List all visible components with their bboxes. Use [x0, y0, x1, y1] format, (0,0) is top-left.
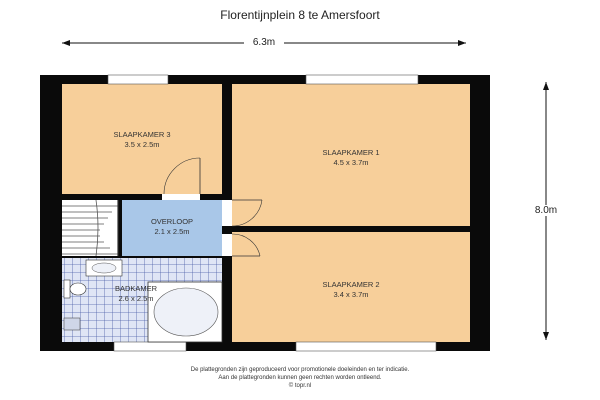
- room-name: SLAAPKAMER 2: [322, 280, 380, 289]
- room-name: OVERLOOP: [150, 217, 194, 226]
- staircase: [62, 200, 118, 256]
- towel-radiator: [64, 318, 80, 330]
- room-label-slaapkamer-2: [301, 280, 401, 300]
- sink: [86, 260, 122, 276]
- room-size: 4.5 x 3.7m: [333, 158, 369, 167]
- room-size: 2.6 x 2.5m: [118, 294, 154, 303]
- disclaimer-line: De plattegronden zijn geproduceerd voor promotionele doeleinden en ter indicatie.: [190, 367, 410, 373]
- room-label-slaapkamer-1: [301, 148, 401, 168]
- room-size: 2.1 x 2.5m: [154, 227, 190, 236]
- room-name: SLAAPKAMER 3: [113, 130, 171, 139]
- room-name: SLAAPKAMER 1: [322, 148, 380, 157]
- width-dimension-label: 6.3m: [244, 37, 284, 48]
- room-label-badkamer: [96, 284, 176, 304]
- plan-title: Florentijnplein 8 te Amersfoort: [220, 8, 380, 22]
- height-dimension-label: 8.0m: [528, 205, 564, 216]
- room-size: 3.4 x 3.7m: [333, 290, 369, 299]
- room-label-overloop: [132, 217, 212, 237]
- disclaimer-line: Aan de plattegronden kunnen geen rechten worden ontleend.: [218, 375, 382, 381]
- room-name: BADKAMER: [114, 284, 158, 293]
- room-size: 3.5 x 2.5m: [124, 140, 160, 149]
- room-label-slaapkamer-3: [92, 130, 192, 150]
- disclaimer: [0, 366, 600, 390]
- copyright: © topr.nl: [288, 383, 312, 389]
